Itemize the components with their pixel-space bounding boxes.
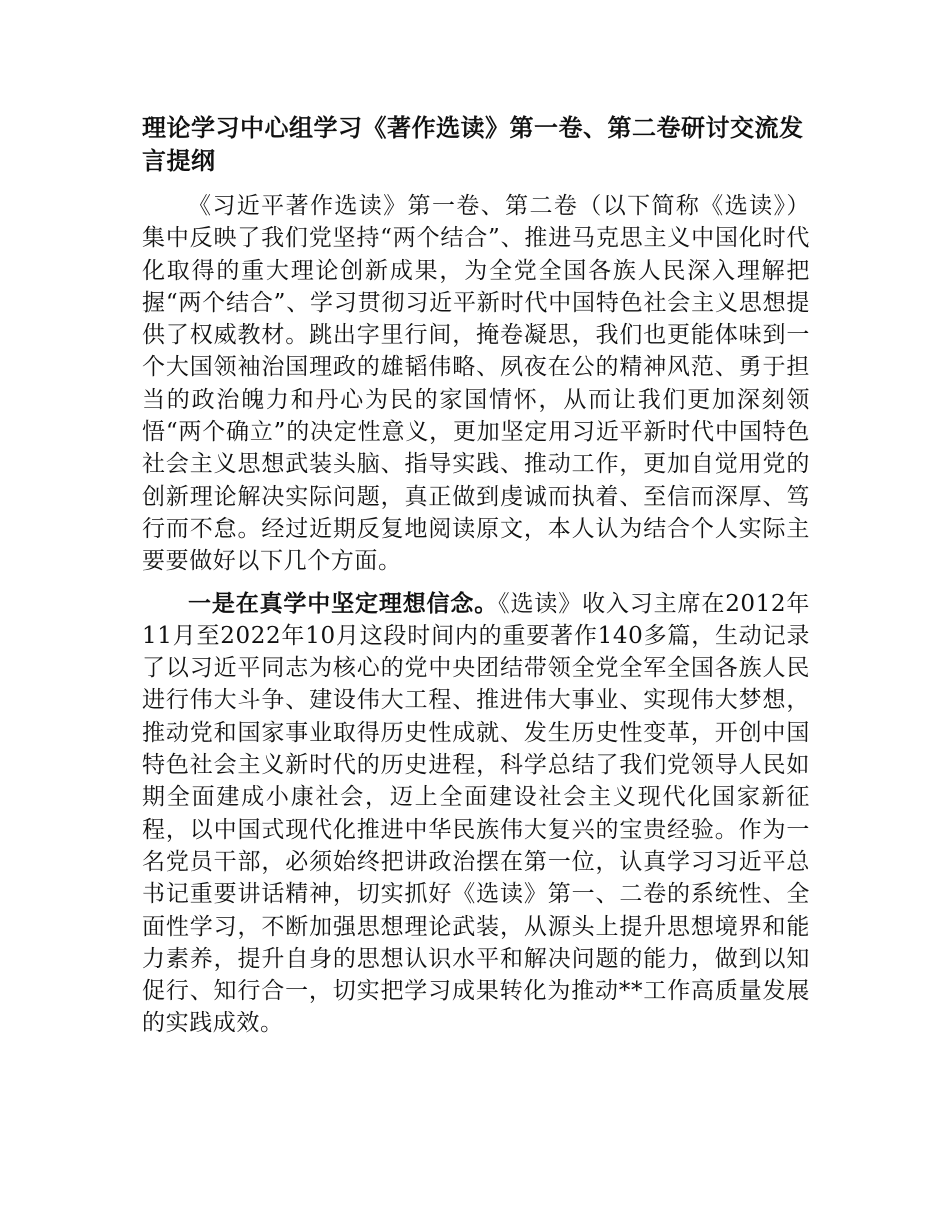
paragraph-text: 《选读》收入习主席在2012年11月至2022年10月这段时间内的重要著作140多篇，生动记录了以习近平同志为核心的党中央团结带领全党全军全国各族人民进行伟大斗争、建设伟大工程、推进伟大事业、实现伟大梦想，推动党和国家事业取得历史性成就、发生历史性变革，开创中国特色社会主义新时代的历史进程，科学总结了我们党领导人民如期全面建成小康社会，迈上全面建设社会主义现代化国家新征程，以中国式现代化推进中华民族伟大复兴的宝贵经验。作为一名党员干部，必须始终把讲政治摆在第一位，认真学习习近平总书记重要讲话精神，切实抓好《选读》第一、二卷的系统性、全面性学习，不断加强思想理论武装，从源头上提升思想境界和能力素养，提升自身的思想认识水平和解决问题的能力，做到以知促行、知行合一，切实把学习成果转化为推动**工作高质量发展的实践成效。 — [142, 590, 810, 1037]
paragraph-lead: 一是在真学中坚定理想信念。 — [188, 590, 499, 617]
document-page — [142, 112, 810, 1050]
paragraph-text: 《习近平著作选读》第一卷、第二卷（以下简称《选读》）集中反映了我们党坚持“两个结合”、推进马克思主义中国化时代化取得的重大理论创新成果，为全党全国各族人民深入理解把握“两个结合”、学习贯彻习近平新时代中国特色社会主义思想提供了权威教材。跳出字里行间，掩卷凝思，我们也更能体味到一个大国领袖治国理政的雄韬伟略、夙夜在公的精神风范、勇于担当的政治魄力和丹心为民的家国情怀，从而让我们更加深刻领悟“两个确立”的决定性意义，更加坚定用习近平新时代中国特色社会主义思想武装头脑、指导实践、推动工作，更加自觉用党的创新理论解决实际问题，真正做到虔诚而执着、至信而深厚、笃行而不怠。经过近期反复地阅读原文，本人认为结合个人实际主要要做好以下几个方面。 — [142, 193, 810, 575]
paragraph-point-one — [142, 588, 810, 1040]
paragraph-intro — [142, 190, 810, 578]
document-title: 理论学习中心组学习《著作选读》第一卷、第二卷研讨交流发言提纲 — [142, 114, 804, 175]
